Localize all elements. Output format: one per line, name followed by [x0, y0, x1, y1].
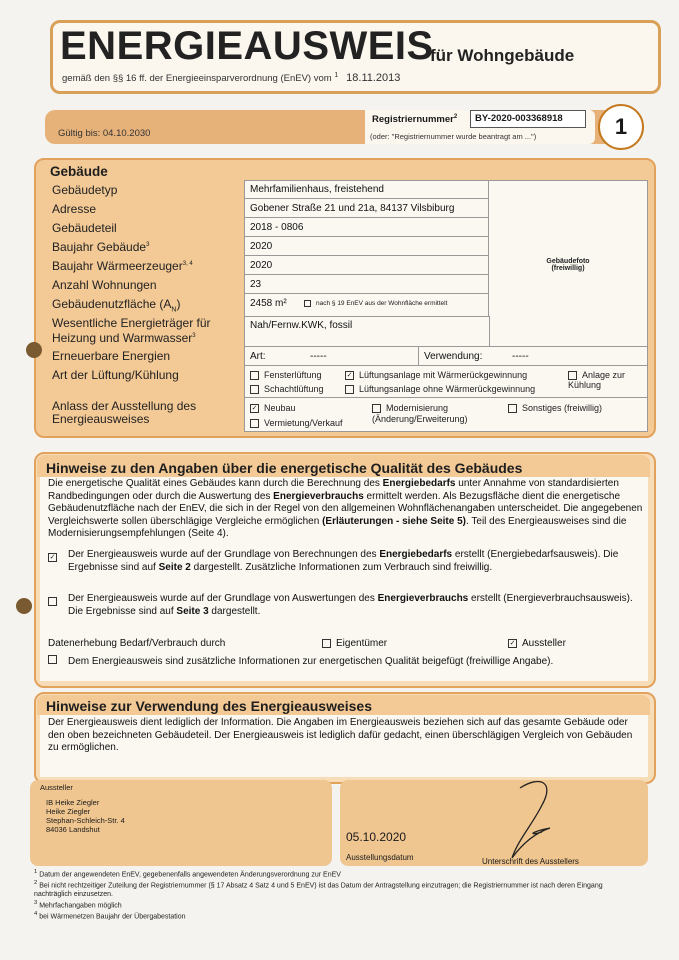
punch-hole	[16, 598, 32, 614]
checkbox-icon	[250, 419, 259, 428]
collection-owner-option[interactable]: Eigentümer	[322, 638, 387, 651]
footnote-2: $^2$ Bei nicht rechtzeitiger Zuteilung der Registriernummer (§ 17 Absatz 4 Satz 4 und 5 EnEV) ist das Datum der Antragstellung einzutragen; die Registriernummer ist nach deren Eingang nachträglich einzusetzen.	[34, 880, 603, 898]
usable-area-note: nach § 19 EnEV aus der Wohnfläche ermittelt	[316, 300, 448, 308]
building-section-title: Gebäude	[50, 164, 108, 179]
page-number-badge: 1	[598, 104, 644, 150]
document-title-suffix: für Wohngebäude	[430, 46, 575, 65]
label-usable-area: Gebäudenutzfläche $(A_N)$	[52, 297, 181, 314]
label-building-part: Gebäudeteil	[52, 221, 117, 235]
data-collection-label: Datenerhebung Bedarf/Verbrauch durch	[48, 638, 226, 649]
renewable-use-label: Verwendung:	[424, 351, 483, 362]
usage-text: Der Energieausweis dient lediglich der Information. Die Angaben im Energieausweis beziehen sich auf das gesamte Gebäude oder den oben bezeichneten Gebäudeteil. Der Energieausweis ist lediglich dafür gedacht, einen überschlägigen Vergleich von Gebäuden zu ermöglichen.	[48, 717, 633, 753]
checkbox-checked-icon: ✓	[509, 639, 516, 647]
value-apartment-count: 23	[250, 279, 262, 290]
cell-divider	[418, 346, 419, 365]
footnote-1: $^1$ Datum der angewendeten EnEV, gegebenenfalls angewendeten Änderungsverordnung zur EnEV	[34, 869, 341, 879]
value-construction-year: 2020	[250, 241, 273, 252]
additional-info-text: Dem Energieausweis sind zusätzliche Informationen zur energetischen Qualität beigefügt (freiwillige Angabe).	[68, 656, 554, 667]
row-divider	[244, 198, 488, 199]
registration-note: (oder: "Registriernummer wurde beantragt am ...")	[370, 132, 537, 141]
row-divider	[244, 274, 488, 275]
checkbox-icon	[250, 385, 259, 394]
label-occasion: Anlass der Ausstellung des Energieausweises	[52, 399, 197, 426]
label-ventilation: Art der Lüftung/Kühlung	[52, 368, 179, 382]
ventilation-option-heat-recovery[interactable]: ✓ Lüftungsanlage mit Wärmerückgewinnung	[346, 370, 528, 380]
issuer-address: IB Heike Ziegler Heike Ziegler Stephan-Schleich-Str. 4 84036 Landshut	[46, 798, 125, 834]
issue-date-label: Ausstellungsdatum	[346, 853, 414, 862]
row-divider	[244, 217, 488, 218]
label-apartment-count: Anzahl Wohnungen	[52, 278, 157, 292]
footnote-4: $^4$ bei Wärmenetzen Baujahr der Übergabestation	[34, 910, 186, 921]
issuer-label: Aussteller	[40, 783, 73, 792]
footnote-3: $^3$ Mehrfachangaben möglich	[34, 899, 122, 909]
document-title: ENERGIEAUSWEIS	[60, 24, 434, 68]
valid-until: Gültig bis: 04.10.2030	[58, 128, 151, 139]
option-consumption-checkbox[interactable]	[48, 593, 62, 611]
registration-label: Registriernummer$^2$	[372, 114, 458, 126]
label-heater-year: Baujahr Wärmeerzeuger$^{3, 4}$	[52, 259, 193, 273]
ventilation-option-no-recovery[interactable]: Lüftungsanlage ohne Wärmerückgewinnung	[345, 384, 535, 394]
renewable-art-value: -----	[310, 351, 327, 362]
checkbox-icon	[48, 655, 57, 664]
row-divider	[244, 255, 488, 256]
renewable-use-value: -----	[512, 351, 529, 362]
value-energy-carrier: Nah/Fernw.KWK, fossil	[250, 320, 353, 331]
value-building-type: Mehrfamilienhaus, freistehend	[250, 184, 384, 195]
value-building-part: 2018 - 0806	[250, 222, 304, 233]
additional-info-checkbox[interactable]	[48, 654, 62, 667]
checkbox-icon	[322, 639, 331, 648]
value-usable-area: 2458 m²	[250, 298, 287, 309]
footnotes	[34, 868, 644, 921]
usage-section-title: Hinweise zur Verwendung des Energieausweises	[46, 698, 373, 714]
option-demand-checkbox[interactable]	[48, 549, 62, 567]
value-address: Gobener Straße 21 und 21a, 84137 Vilsbiburg	[250, 203, 455, 214]
renewable-art-label: Art:	[250, 351, 266, 362]
label-renewable: Erneuerbare Energien	[52, 349, 171, 363]
occasion-option-new[interactable]: ✓ Neubau	[251, 403, 296, 413]
checkbox-icon	[568, 371, 577, 380]
row-divider	[244, 293, 488, 294]
option-consumption-text: Der Energieausweis wurde auf der Grundlage von Auswertungen des Energieverbrauchs erstellt (Energieverbrauchsausweis). Die Ergebnisse sind auf Seite 3 dargestellt.	[68, 593, 633, 617]
label-building-type: Gebäudetyp	[52, 183, 118, 197]
checkbox-icon	[372, 404, 381, 413]
label-construction-year: Baujahr Gebäude$^3$	[52, 240, 150, 254]
checkbox-icon	[250, 371, 259, 380]
signature-label: Unterschrift des Ausstellers	[482, 857, 579, 866]
checkbox-checked-icon: ✓	[49, 554, 56, 562]
ventilation-option-window[interactable]: Fensterlüftung	[250, 370, 322, 380]
building-photo-label: Gebäudefoto (freiwillig)	[546, 258, 590, 272]
checkbox-checked-icon: ✓	[251, 405, 258, 413]
occasion-option-other[interactable]: Sonstiges (freiwillig)	[508, 403, 602, 413]
occasion-option-rental[interactable]: Vermietung/Verkauf	[250, 418, 343, 428]
checkbox-icon	[345, 385, 354, 394]
checkbox-icon	[508, 404, 517, 413]
signature-drawing	[470, 770, 580, 865]
occasion-option-modernisation[interactable]: Modernisierung (Änderung/Erweiterung)	[372, 403, 468, 424]
ventilation-option-shaft[interactable]: Schachtlüftung	[250, 384, 324, 394]
registration-number: BY-2020-003368918	[470, 110, 586, 128]
option-demand-text: Der Energieausweis wurde auf der Grundlage von Berechnungen des Energiebedarfs erstellt (Energiebedarfsausweis). Die Ergebnisse sind auf Seite 2 dargestellt. Zusätzliche Informationen zum Verbrauch sind freiwillig.	[68, 549, 619, 573]
regulation-line: gemäß den §§ 16 ff. der Energieeinsparverordnung (EnEV) vom $^1$ 18.11.2013	[62, 72, 401, 85]
label-energy-carrier: Wesentliche Energieträger für Heizung und Warmwasser$^3$	[52, 316, 211, 345]
label-address: Adresse	[52, 202, 97, 216]
value-heater-year: 2020	[250, 260, 273, 271]
issue-date: 05.10.2020	[346, 830, 407, 844]
usable-area-checkbox[interactable]	[304, 300, 447, 307]
quality-section-title: Hinweise zu den Angaben über die energetische Qualität des Gebäudes	[46, 460, 523, 476]
ventilation-option-cooling[interactable]: Anlage zur Kühlung	[568, 370, 626, 391]
checkbox-checked-icon: ✓	[346, 372, 353, 380]
punch-hole	[26, 342, 42, 358]
quality-intro: Die energetische Qualität eines Gebäudes kann durch die Berechnung des Energiebedarfs unter Annahme von standardisierten Randbedingungen oder durch die Auswertung des Energieverbrauchs ermittelt werden. Als Bezugsfläche dient die energetische Gebäudenutzfläche nach der EnEV, die sich in der Regel von den allgemeinen Wohnflächenangaben unterscheidet. Die angegebenen Vergleichswerte sollen überschlägige Vergleiche ermöglichen (Erläuterungen - siehe Seite 5). Teil des Energieausweises sind die Modernisierungsempfehlungen (Seite 4).	[48, 478, 643, 539]
row-divider	[244, 236, 488, 237]
collection-issuer-option[interactable]: ✓ Aussteller	[509, 638, 566, 649]
checkbox-icon	[48, 597, 57, 606]
